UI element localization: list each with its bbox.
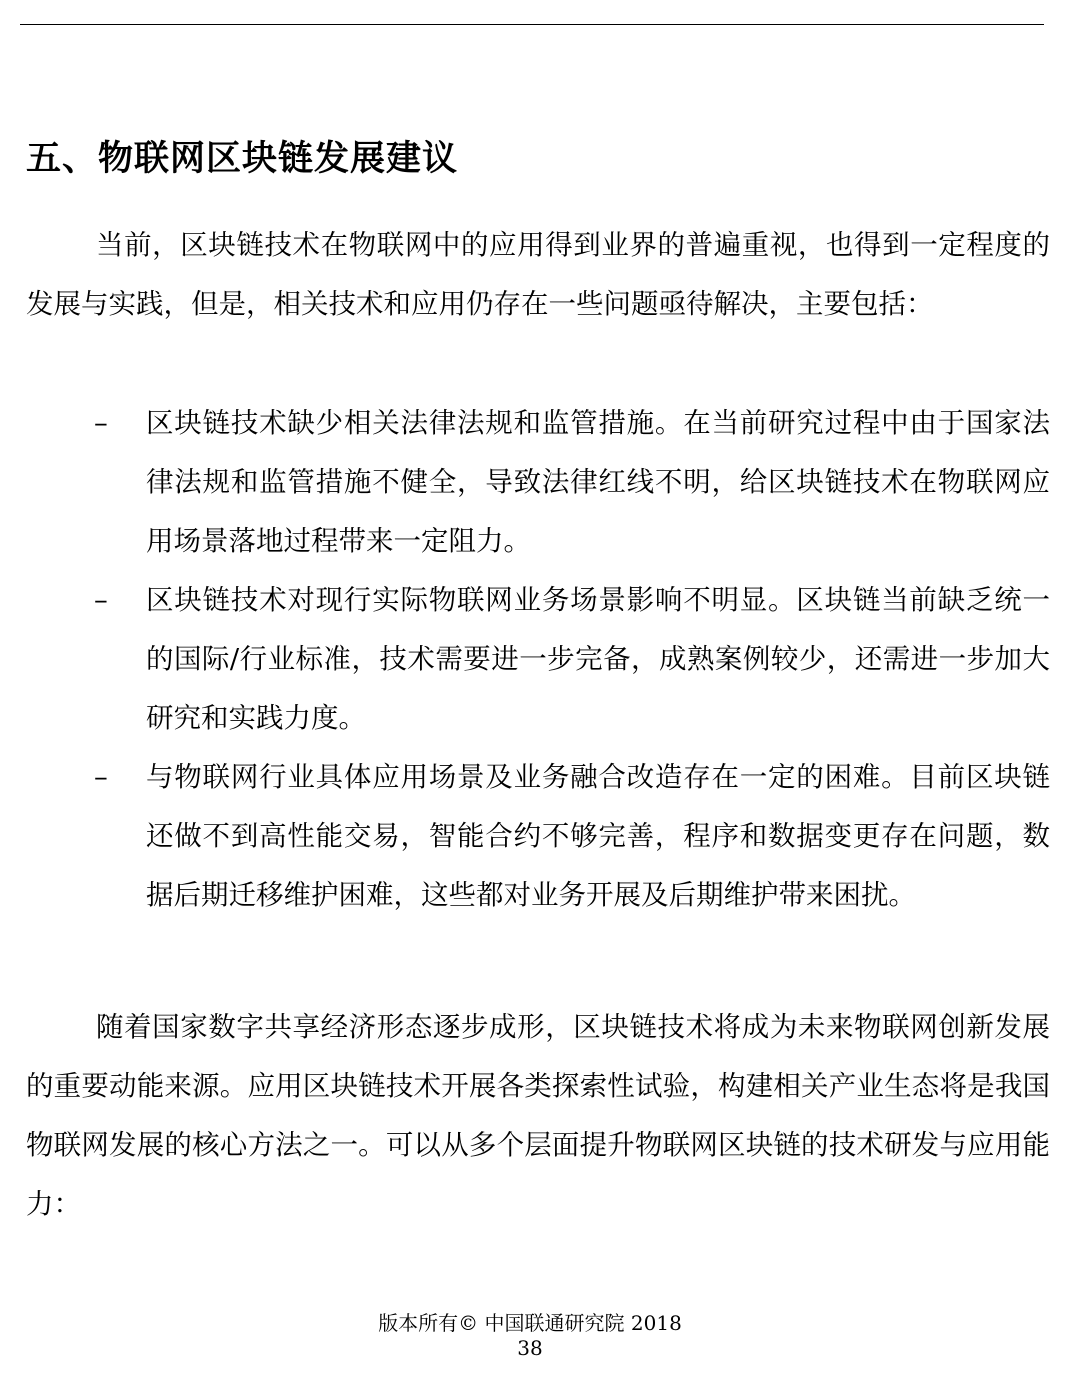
closing-paragraph: 随着国家数字共享经济形态逐步成形，区块链技术将成为未来物联网创新发展的重要动能来源。应用区块链技术开展各类探索性试验，构建相关产业生态将是我国物联网发展的核心方法之一。可以从多个层面提升物联网区块链的技术研发与应用能力： xyxy=(26,1011,1050,1220)
list-item xyxy=(26,571,1050,748)
list-item-text: 区块链技术对现行实际物联网业务场景影响不明显。区块链当前缺乏统一的国际/行业标准，技术需要进一步完备，成熟案例较少，还需进一步加大研究和实践力度。 xyxy=(146,584,1050,734)
section-heading: 五、物联网区块链发展建议 xyxy=(26,139,459,179)
issue-list xyxy=(26,394,1050,925)
header-rule xyxy=(20,24,1044,25)
bullet-dash: – xyxy=(94,407,108,439)
list-item xyxy=(26,748,1050,925)
intro-paragraph: 当前，区块链技术在物联网中的应用得到业界的普遍重视，也得到一定程度的发展与实践，但是，相关技术和应用仍存在一些问题亟待解决，主要包括： xyxy=(26,229,1050,320)
list-item-text: 区块链技术缺少相关法律法规和监管措施。在当前研究过程中由于国家法律法规和监管措施不健全，导致法律红线不明，给区块链技术在物联网应用场景落地过程带来一定阻力。 xyxy=(146,407,1050,557)
list-item xyxy=(26,394,1050,571)
page-number: 38 xyxy=(517,1336,543,1360)
bullet-dash: – xyxy=(94,584,108,616)
bullet-dash: – xyxy=(94,761,108,793)
list-item-text: 与物联网行业具体应用场景及业务融合改造存在一定的困难。目前区块链还做不到高性能交易，智能合约不够完善，程序和数据变更存在问题，数据后期迁移维护困难，这些都对业务开展及后期维护带来困扰。 xyxy=(146,761,1050,911)
footer-copyright: 版本所有© 中国联通研究院 2018 xyxy=(378,1311,682,1335)
